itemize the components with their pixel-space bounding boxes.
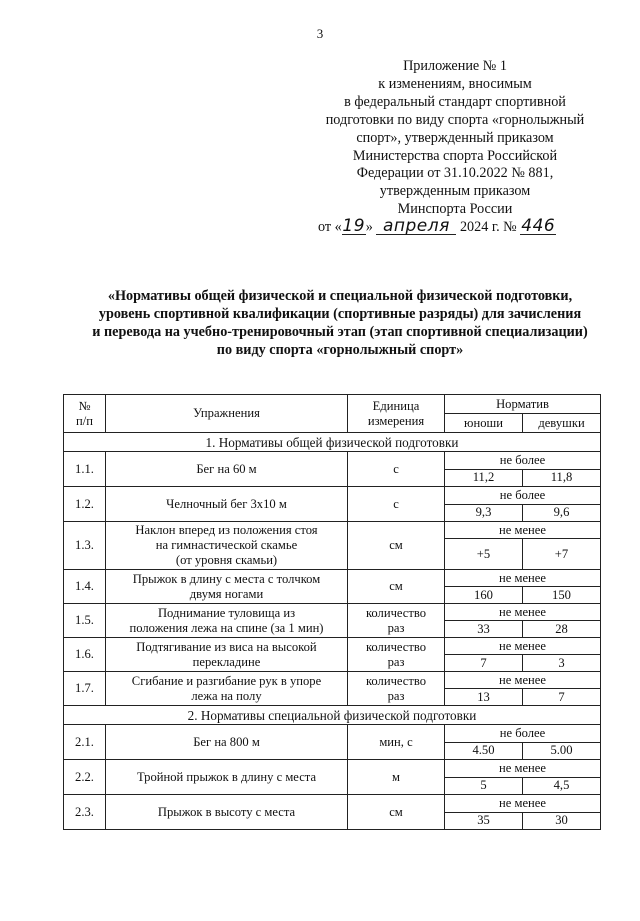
table-row [64, 725, 601, 743]
row-condition: не более [445, 452, 601, 470]
row-girls-value: 7 [523, 689, 601, 706]
row-exercise: Прыжок в высоту с места [106, 795, 348, 830]
row-girls-value: 3 [523, 655, 601, 672]
row-boys-value: 9,3 [445, 504, 523, 522]
row-boys-value: 11,2 [445, 469, 523, 487]
table-header-row [64, 395, 601, 414]
row-boys-value: 160 [445, 587, 523, 604]
section-row [64, 706, 601, 725]
appendix-line: утвержденным приказом [379, 183, 531, 200]
appendix-line: к изменениям, вносимым [378, 75, 532, 92]
row-exercise: Тройной прыжок в длину с места [106, 760, 348, 795]
table-row [64, 672, 601, 689]
row-unit: количество раз [348, 638, 445, 672]
table-row [64, 604, 601, 621]
row-unit: мин, с [348, 725, 445, 760]
row-number: 1.6. [64, 638, 106, 672]
document-title [70, 288, 610, 360]
table-row [64, 795, 601, 813]
row-condition: не менее [445, 522, 601, 539]
table-row [64, 570, 601, 587]
row-boys-value: 5 [445, 777, 523, 795]
appendix-line: Минспорта России [397, 201, 513, 218]
row-boys-value: 13 [445, 689, 523, 706]
order-day-handwritten: 19 [342, 216, 366, 236]
header-num: № п/п [64, 395, 106, 433]
row-unit: см [348, 570, 445, 604]
section-title: 2. Нормативы специальной физической подготовки [64, 706, 601, 725]
appendix-line: в федеральный стандарт спортивной [344, 93, 566, 110]
table-row [64, 760, 601, 778]
header-exercise: Упражнения [106, 395, 348, 433]
row-exercise: Бег на 800 м [106, 725, 348, 760]
row-condition: не более [445, 487, 601, 505]
page-number: 3 [316, 26, 324, 41]
row-number: 2.3. [64, 795, 106, 830]
row-exercise: Челночный бег 3x10 м [106, 487, 348, 522]
row-unit: с [348, 487, 445, 522]
row-girls-value: 11,8 [523, 469, 601, 487]
row-condition: не менее [445, 604, 601, 621]
row-exercise: Подтягивание из виса на высокой перекладине [106, 638, 348, 672]
row-girls-value: 9,6 [523, 504, 601, 522]
appendix-line: Министерства спорта Российской [352, 147, 558, 164]
row-girls-value: +7 [523, 539, 601, 570]
row-number: 1.3. [64, 522, 106, 570]
row-number: 2.2. [64, 760, 106, 795]
row-boys-value: 7 [445, 655, 523, 672]
row-number: 1.1. [64, 452, 106, 487]
table-row [64, 487, 601, 505]
section-row [64, 433, 601, 452]
row-girls-value: 5.00 [523, 742, 601, 760]
section-title: 1. Нормативы общей физической подготовки [64, 433, 601, 452]
row-condition: не менее [445, 795, 601, 813]
row-exercise: Поднимание туловища из положения лежа на спине (за 1 мин) [106, 604, 348, 638]
row-number: 1.5. [64, 604, 106, 638]
order-month-handwritten: апреля [376, 219, 456, 235]
appendix-line: Федерации от 31.10.2022 № 881, [356, 165, 554, 182]
row-boys-value: 33 [445, 621, 523, 638]
title-line: «Нормативы общей физической и специальной физической подготовки, [107, 288, 573, 304]
header-unit: Единица измерения [348, 395, 445, 433]
order-quote-close: » [365, 219, 373, 235]
row-boys-value: 35 [445, 812, 523, 830]
table-row [64, 522, 601, 539]
header-girls: девушки [523, 414, 601, 433]
row-exercise: Наклон вперед из положения стоя на гимнастической скамье (от уровня скамьи) [106, 522, 348, 570]
row-condition: не более [445, 725, 601, 743]
row-unit: с [348, 452, 445, 487]
row-boys-value: +5 [445, 539, 523, 570]
row-girls-value: 4,5 [523, 777, 601, 795]
row-exercise: Сгибание и разгибание рук в упоре лежа на полу [106, 672, 348, 706]
row-exercise: Прыжок в длину с места с толчком двумя ногами [106, 570, 348, 604]
row-unit: м [348, 760, 445, 795]
row-condition: не менее [445, 672, 601, 689]
row-condition: не менее [445, 638, 601, 655]
header-norm: Норматив [445, 395, 601, 414]
order-number-handwritten: 446 [521, 216, 556, 236]
row-girls-value: 150 [523, 587, 601, 604]
row-number: 2.1. [64, 725, 106, 760]
appendix-line: спорт», утвержденный приказом [356, 129, 554, 146]
standards-table [63, 394, 601, 830]
header-boys: юноши [445, 414, 523, 433]
row-exercise: Бег на 60 м [106, 452, 348, 487]
title-line: и перевода на учебно-тренировочный этап (этап спортивной специализации) [92, 323, 588, 340]
row-number: 1.4. [64, 570, 106, 604]
table-row [64, 638, 601, 655]
row-unit: см [348, 795, 445, 830]
table-row [64, 452, 601, 470]
row-girls-value: 28 [523, 621, 601, 638]
appendix-line: Приложение № 1 [403, 58, 507, 74]
row-unit: см [348, 522, 445, 570]
order-year: 2024 г. № [459, 219, 517, 235]
row-condition: не менее [445, 570, 601, 587]
order-prefix: от « [318, 219, 342, 235]
row-number: 1.2. [64, 487, 106, 522]
appendix-line: подготовки по виду спорта «горнолыжный [325, 111, 585, 128]
row-girls-value: 30 [523, 812, 601, 830]
row-condition: не менее [445, 760, 601, 778]
title-line: уровень спортивной квалификации (спортивные разряды) для зачисления [98, 305, 582, 322]
row-boys-value: 4.50 [445, 742, 523, 760]
order-line [318, 216, 618, 236]
title-line: по виду спорта «горнолыжный спорт» [216, 341, 464, 358]
appendix-header [300, 58, 610, 219]
row-number: 1.7. [64, 672, 106, 706]
row-unit: количество раз [348, 672, 445, 706]
row-unit: количество раз [348, 604, 445, 638]
